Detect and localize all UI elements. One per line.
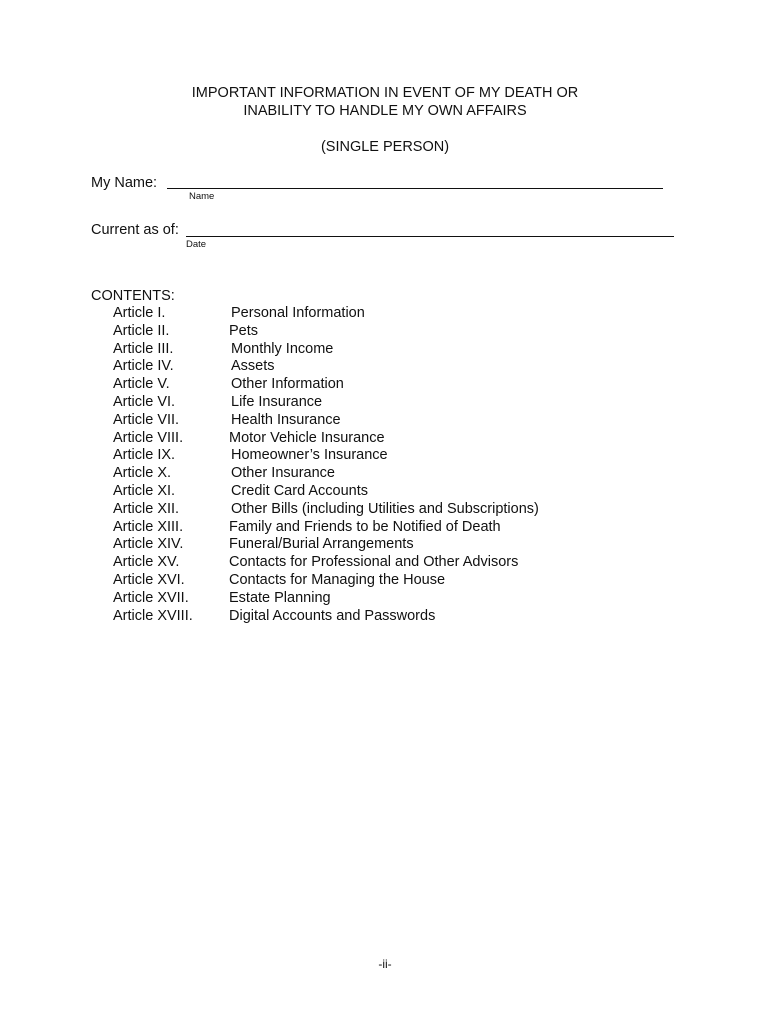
toc-article-number: Article VII. bbox=[113, 411, 180, 428]
toc-article-title: Credit Card Accounts bbox=[231, 482, 369, 499]
toc-item bbox=[113, 536, 633, 554]
document-title-line-1: IMPORTANT INFORMATION IN EVENT OF MY DEATH OR bbox=[191, 85, 579, 101]
toc-article-number: Article VI. bbox=[113, 393, 176, 410]
toc-article-number: Article XIV. bbox=[113, 536, 184, 553]
toc-article-number: Article II. bbox=[113, 322, 170, 339]
toc-article-title: Homeowner’s Insurance bbox=[231, 447, 388, 464]
toc-item bbox=[113, 572, 633, 590]
toc-article-title: Other Insurance bbox=[231, 465, 335, 482]
toc-article-number: Article III. bbox=[113, 340, 174, 357]
toc-item bbox=[113, 412, 633, 430]
toc-article-number: Article XVIII. bbox=[113, 607, 193, 624]
toc-item bbox=[113, 590, 633, 608]
toc-article-title: Life Insurance bbox=[231, 393, 323, 410]
toc-article-number: Article XVI. bbox=[113, 571, 185, 588]
document-title-line-2: INABILITY TO HANDLE MY OWN AFFAIRS bbox=[243, 103, 527, 119]
table-of-contents bbox=[113, 305, 633, 625]
name-field-blank[interactable] bbox=[167, 188, 663, 189]
toc-item bbox=[113, 447, 633, 465]
toc-article-title: Personal Information bbox=[231, 305, 365, 321]
contents-heading: CONTENTS: bbox=[91, 288, 175, 304]
toc-item bbox=[113, 483, 633, 501]
toc-article-title: Estate Planning bbox=[229, 589, 331, 606]
toc-article-title: Other Information bbox=[231, 376, 344, 393]
toc-article-number: Article VIII. bbox=[113, 429, 184, 446]
toc-article-title: Assets bbox=[231, 358, 275, 375]
toc-item bbox=[113, 430, 633, 448]
name-field-caption: Name bbox=[189, 191, 215, 202]
toc-article-number: Article IV. bbox=[113, 358, 174, 375]
toc-item bbox=[113, 358, 633, 376]
toc-item bbox=[113, 394, 633, 412]
toc-article-title: Pets bbox=[229, 322, 259, 339]
toc-item bbox=[113, 341, 633, 359]
toc-item bbox=[113, 376, 633, 394]
toc-article-title: Motor Vehicle Insurance bbox=[229, 429, 385, 446]
toc-article-title: Contacts for Managing the House bbox=[229, 571, 446, 588]
toc-article-number: Article XIII. bbox=[113, 518, 184, 535]
toc-article-number: Article V. bbox=[113, 376, 170, 393]
toc-article-title: Monthly Income bbox=[231, 340, 334, 357]
toc-article-title: Health Insurance bbox=[231, 411, 341, 428]
document-subtitle: (SINGLE PERSON) bbox=[320, 139, 450, 155]
toc-item bbox=[113, 465, 633, 483]
toc-article-number: Article XI. bbox=[113, 482, 176, 499]
date-field-caption: Date bbox=[186, 239, 207, 250]
toc-item bbox=[113, 305, 633, 323]
toc-item bbox=[113, 608, 633, 626]
toc-article-number: Article XVII. bbox=[113, 589, 189, 606]
toc-article-number: Article I. bbox=[113, 305, 166, 321]
toc-item bbox=[113, 323, 633, 341]
toc-item bbox=[113, 501, 633, 519]
toc-article-title: Digital Accounts and Passwords bbox=[229, 607, 436, 624]
toc-item bbox=[113, 519, 633, 537]
toc-article-title: Other Bills (including Utilities and Subscriptions) bbox=[231, 500, 539, 517]
toc-article-title: Family and Friends to be Notified of Death bbox=[229, 518, 501, 535]
toc-article-title: Funeral/Burial Arrangements bbox=[229, 536, 414, 553]
date-field-label: Current as of: bbox=[91, 222, 179, 238]
toc-article-title: Contacts for Professional and Other Advisors bbox=[229, 554, 519, 571]
name-field-label: My Name: bbox=[91, 175, 158, 191]
toc-article-number: Article XV. bbox=[113, 554, 180, 571]
toc-article-number: Article IX. bbox=[113, 447, 176, 464]
date-field-blank[interactable] bbox=[186, 236, 674, 237]
toc-item bbox=[113, 554, 633, 572]
toc-article-number: Article XII. bbox=[113, 500, 180, 517]
page-number: -ii- bbox=[378, 957, 392, 971]
toc-article-number: Article X. bbox=[113, 465, 172, 482]
